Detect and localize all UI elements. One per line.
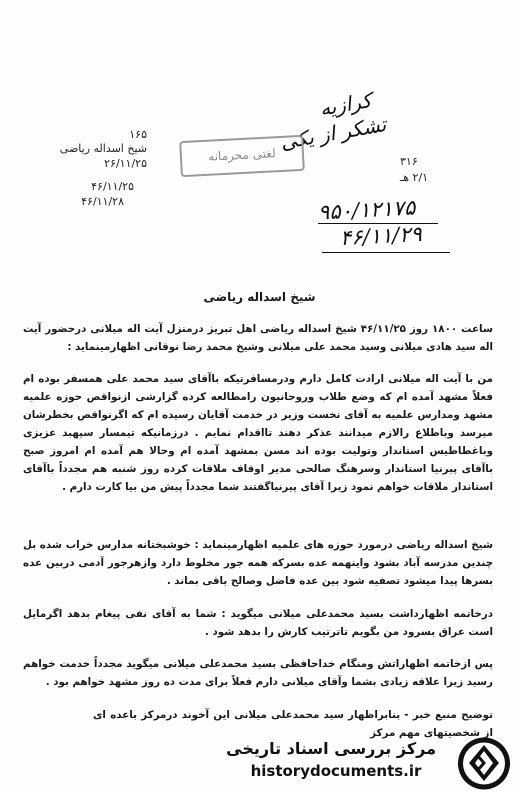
handwritten-date: ۴۶/۱۱/۲۹: [339, 221, 423, 251]
confidential-stamp: لغتی محرمانه: [179, 135, 305, 177]
header-subject-name: شیخ اسداله ریاضی: [59, 142, 147, 155]
watermark-center-name: مرکز بررسی اسناد تاریخی: [226, 739, 436, 758]
handwritten-note-top: کرازیه: [317, 88, 374, 121]
paragraph-5: پس ازخاتمه اظهاراتش ومنگام خداحافظی بسید محمدعلی میلانی میگوید مجدداً خدمت خواهم رسید زیرا علاقه زیادی بشما وآقای میلانی دارم فعلاً برای مدت ده روز مشهد خواهم بود .: [23, 658, 493, 688]
paragraph-3: شیخ اسداله ریاضی درمورد حوزه های علمیه اظهارمینماید : خوشبختانه مدارس خراب شده بل چندین مدرسه آباد بشود واینهمه عده بسرکه همه جور مخلوط دارد وازهرجور آدمی دربین عده بسرها پیدا میشود تصفیه شود بین عده فاضل وصالح باقی بماند .: [23, 539, 493, 587]
paragraph-2: من با آیت اله میلانی ارادت کامل دارم ودرمسافرتیکه باآقای سید محمد علی همسفر بوده ام فعلاً مشهد آمده ام که وضع طلاب وروحانیون رامطالعه کرده گزارشی ازنواقص حوزه علمیه مشهد ومدارس علمیه به آقای نخست وزیر در خدمت آقایان رسیده ام که اگرنواقص بخطرشان میرسد وباطلاع رالازم میدانند عذکر دهند تااقدام نمایم . درزمانیکه تیمسار سپهبد عزیزی وباغطاطیس استاندار وتولیت بوده اند مسن بمشهد آمده ام وحالا هم آمده ام امروز صبح باآقای پیرنیا استاندار وسرهنگ صالحی مدیر اوقاف ملاقات کرده روز شنبه هم مجدداً باآقای استاندار ملاقات خواهم نمود زیرا آقای پیرنیاگفتند شما مجدداً پیش من بیا کارت دارم .: [23, 373, 493, 493]
document-title: شیخ اسداله ریاضی: [203, 290, 316, 304]
header-date-1: ۲۶/۱۱/۲۵: [104, 157, 147, 170]
watermark-url: historydocuments.ir: [250, 762, 422, 780]
paragraph-6: توضیح منبع خبر - بنابراظهار سید محمدعلی میلانی این آخوند درمرکز باعده ای از شخصیتهای مهم مرکز: [93, 709, 493, 739]
paragraph-4: درخاتمه اظهارداشت بسید محمدعلی میلانی میگوید : شما به آقای نفی پیغام بدهد اگرمایل است عراق بسرود من بگویم تاترتیب کارش را بدهد شود .: [23, 608, 493, 638]
history-documents-logo-icon: [455, 735, 513, 792]
header-date-3: ۴۶/۱۱/۲۸: [81, 195, 124, 208]
handwritten-underline-2: [322, 252, 450, 253]
header-left-number: ۳۱۶: [400, 155, 418, 168]
header-number: ۱۶۵: [129, 128, 147, 141]
paragraph-1: ساعت ۱۸۰۰ روز ۴۶/۱۱/۲۵ شیخ اسداله ریاضی اهل تبریز درمنزل آیت اله میلانی درحضور آیت اله سید هادی میلانی وسید محمد علی میلانی وشیخ محمد رضا نوقانی اظهارمینماید :: [23, 323, 493, 353]
watermark-banner: [226, 735, 519, 792]
header-date-2: ۴۶/۱۱/۲۵: [91, 180, 134, 193]
header-left-code: ۲/۱ هـ: [400, 171, 429, 184]
handwritten-file-number: ۹۵۰/۱۲۱۷۵: [317, 195, 416, 225]
handwritten-note-top-2: تشکر از یکی: [278, 112, 389, 155]
